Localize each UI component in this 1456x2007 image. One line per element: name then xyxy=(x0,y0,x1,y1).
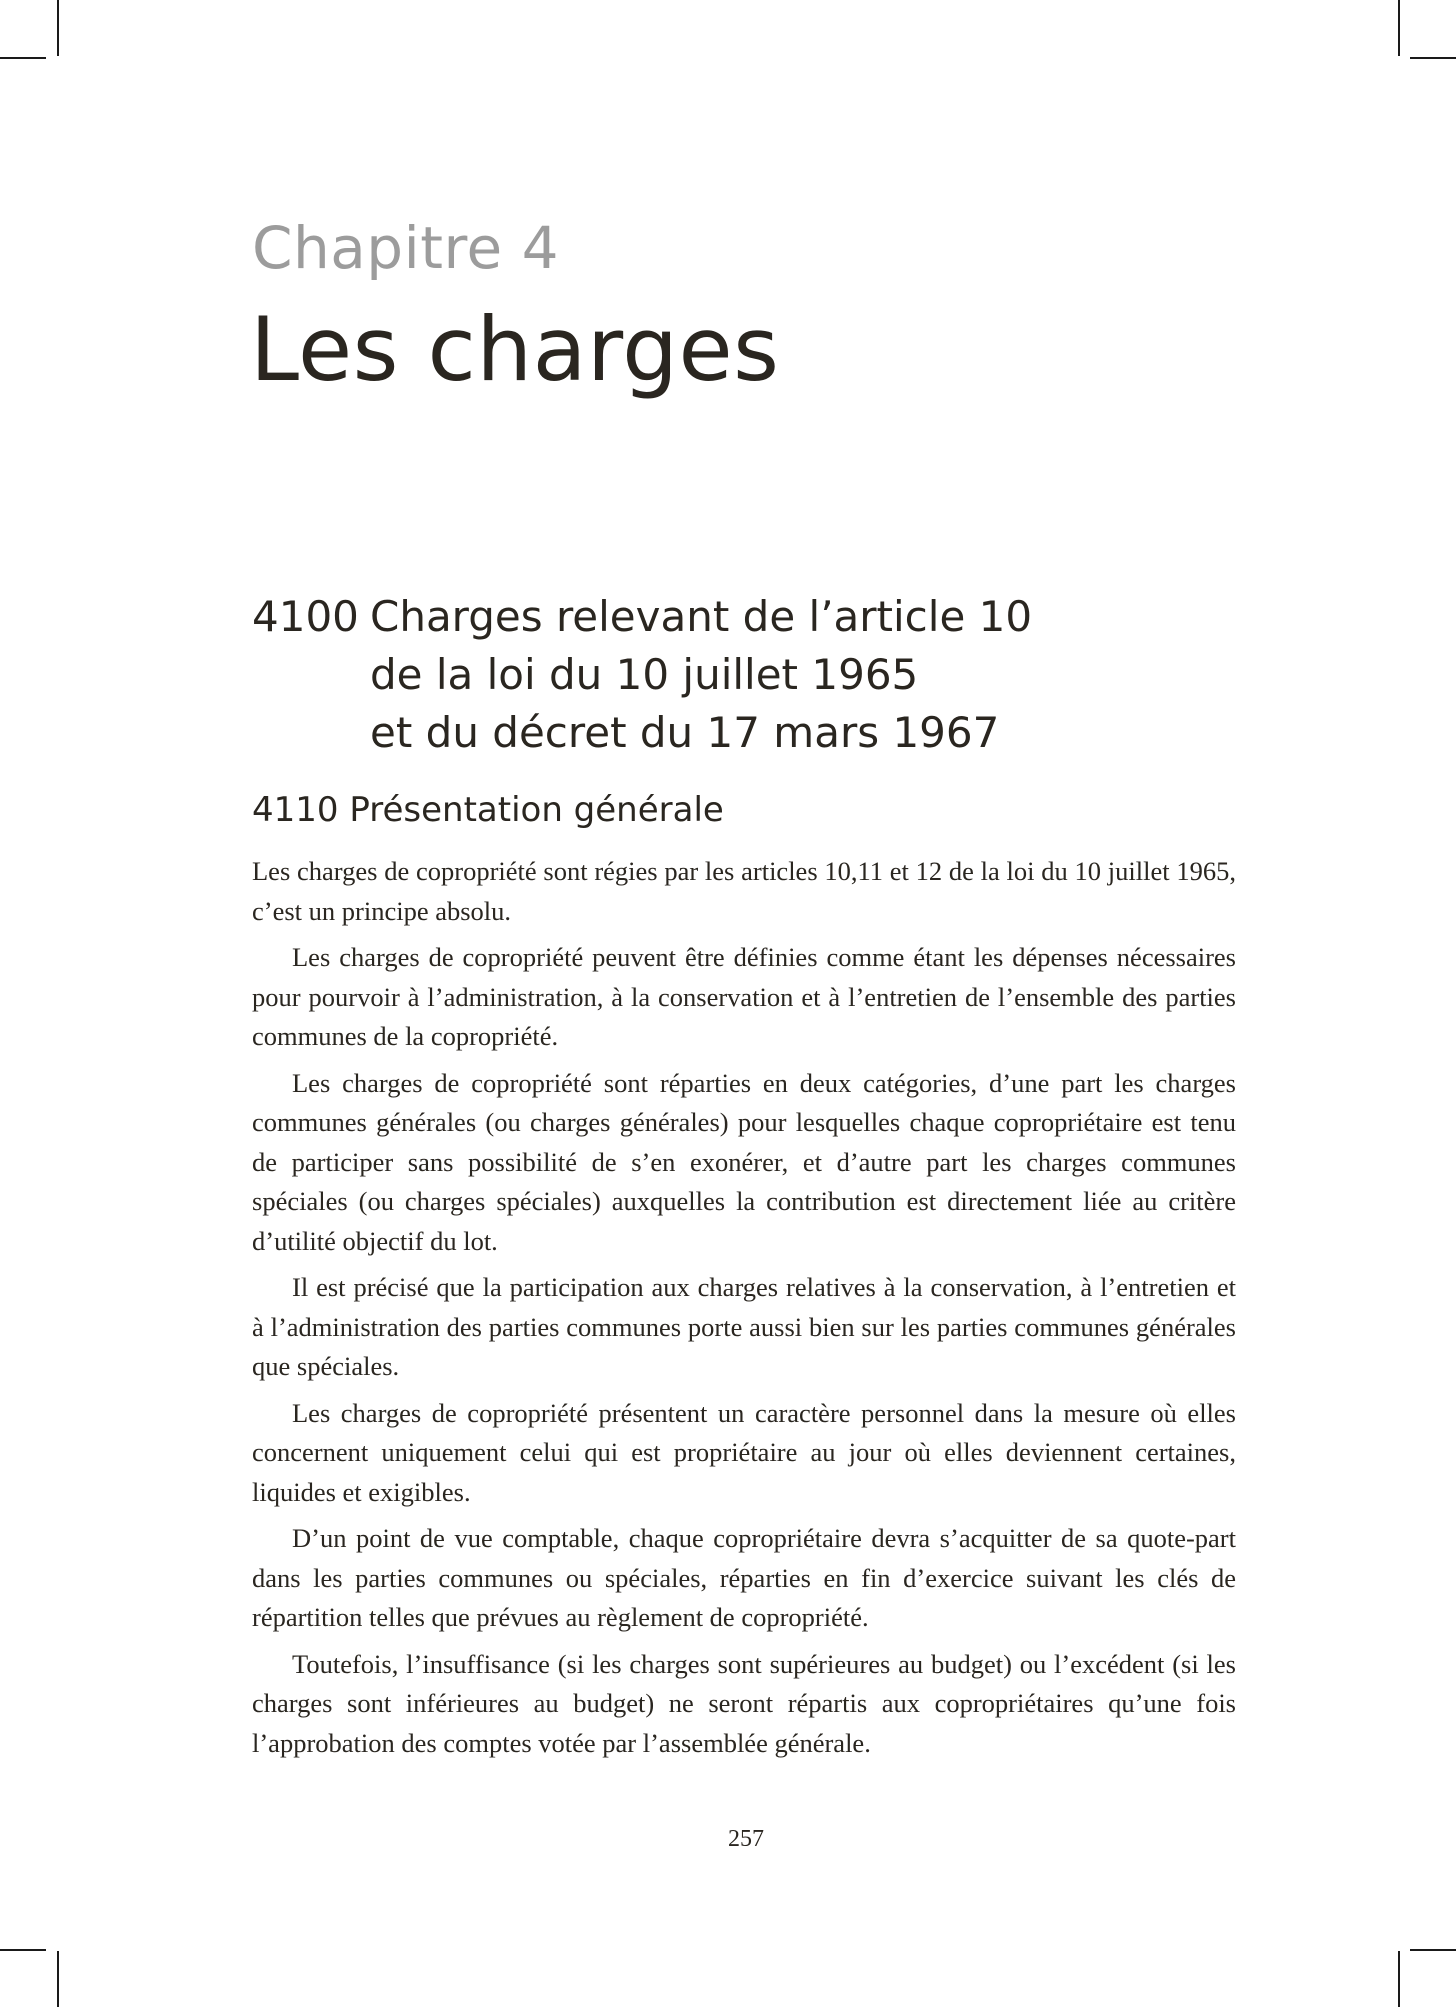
crop-mark-top-right-vertical xyxy=(1398,0,1400,56)
crop-mark-bottom-left-horizontal xyxy=(0,1949,46,1951)
crop-mark-bottom-right-vertical xyxy=(1398,1951,1400,2007)
subsection-heading: 4110 Présentation générale xyxy=(252,790,724,830)
crop-mark-top-left-vertical xyxy=(57,0,59,56)
paragraph: Les charges de copropriété peuvent être définies comme étant les dépenses nécessaires pour pourvoir à l’administration, à la conservation et à l’entretien de l’ensemble des parties communes de la copropriété. xyxy=(252,942,1236,1051)
page-number: 257 xyxy=(728,1826,764,1852)
crop-mark-bottom-right-horizontal xyxy=(1410,1949,1456,1951)
chapter-label: Chapitre 4 xyxy=(252,214,560,282)
paragraph: D’un point de vue comptable, chaque copropriétaire devra s’acquitter de sa quote-part dans les parties communes ou spéciales, réparties en fin d’exercice suivant les clés de répartition telles que prévues au règlement de copropriété. xyxy=(252,1523,1236,1632)
section-title-line: de la loi du 10 juillet 1965 xyxy=(370,650,919,699)
paragraph: Les charges de copropriété sont régies par les articles 10,11 et 12 de la loi du 10 juillet 1965, c’est un principe absolu. xyxy=(252,856,1236,926)
body-text xyxy=(252,852,1236,1770)
paragraph: Les charges de copropriété présentent un caractère personnel dans la mesure où elles concernent uniquement celui qui est propriétaire au jour où elles deviennent certaines, liquides et exigibles. xyxy=(252,1397,1236,1507)
crop-mark-top-right-horizontal xyxy=(1410,57,1456,59)
section-title-line: Charges relevant de l’article 10 xyxy=(370,592,1033,641)
paragraph: Toutefois, l’insuffisance (si les charges sont supérieures au budget) ou l’excédent (si les charges sont inférieures au budget) ne seront répartis aux copropriétaires qu’une fois l’approbation des comptes votée par l’assemblée générale. xyxy=(252,1648,1236,1758)
crop-mark-top-left-horizontal xyxy=(0,57,46,59)
paragraph: Il est précisé que la participation aux charges relatives à la conservation, à l’entretien et à l’administration des parties communes porte aussi bien sur les parties communes générales que spéciales. xyxy=(252,1272,1236,1381)
section-title xyxy=(370,588,1032,762)
section-number: 4100 xyxy=(252,592,359,641)
crop-mark-bottom-left-vertical xyxy=(57,1951,59,2007)
chapter-title: Les charges xyxy=(250,298,780,401)
section-title-line: et du décret du 17 mars 1967 xyxy=(370,708,1000,757)
section-heading xyxy=(252,588,1252,762)
paragraph: Les charges de copropriété sont réparties en deux catégories, d’une part les charges communes générales (ou charges générales) pour lesquelles chaque copropriétaire est tenu de participer sans possibilité de s’en exonérer, et d’autre part les charges communes spéciales (ou charges spéciales) auxquelles la contribution est directement liée au critère d’utilité objectif du lot. xyxy=(252,1067,1236,1256)
